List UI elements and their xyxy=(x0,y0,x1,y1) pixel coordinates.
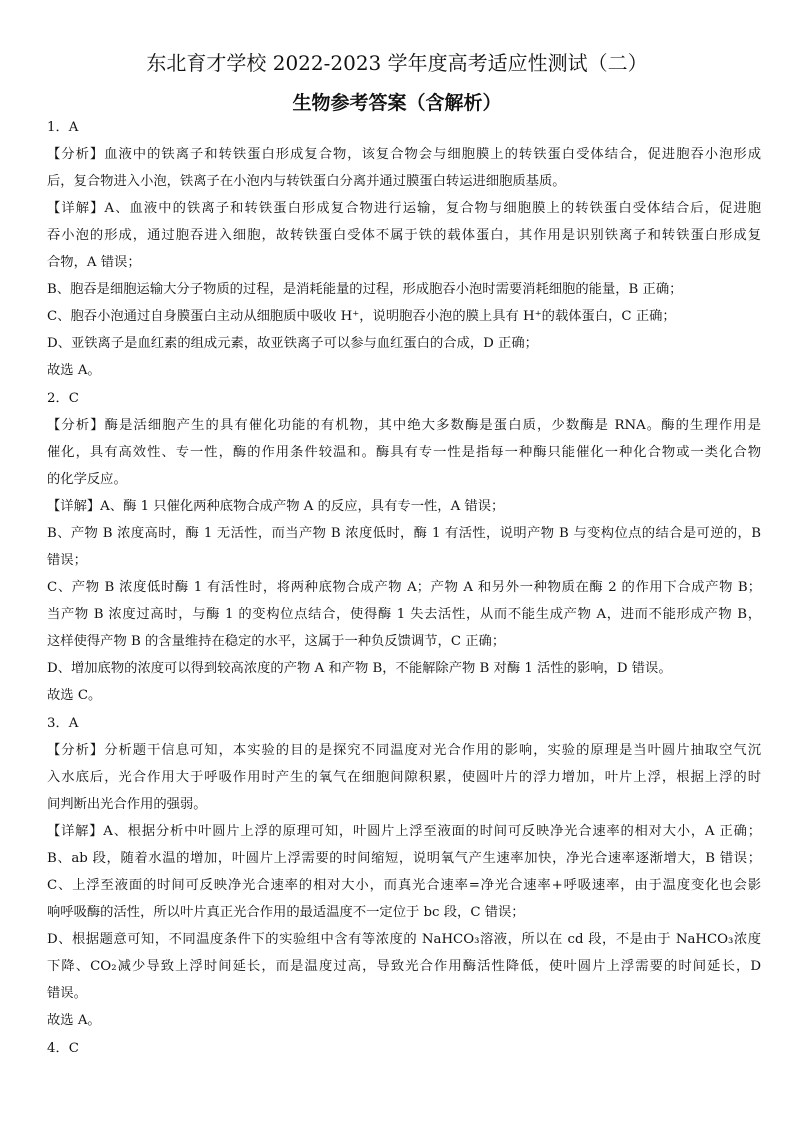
analysis-line: 催化，具有高效性、专一性，酶的作用条件较温和。酶具有专一性是指每一种酶只能催化一种化合物或一类化合物 xyxy=(47,445,761,460)
explanation-line: C、产物 B 浓度低时酶 1 有活性时，将两种底物合成产物 A；产物 A 和另外一种物质在酶 2 的作用下合成产物 B； xyxy=(47,580,761,595)
analysis-line: 间判断出光合作用的强弱。 xyxy=(47,797,207,812)
explanation-line: C、胞吞小泡通过自身膜蛋白主动从细胞质中吸收 H⁺，说明胞吞小泡的膜上具有 H⁺的载体蛋白，C 正确； xyxy=(47,309,676,324)
document-title: 东北育才学校 2022-2023 学年度高考适应性测试（二） xyxy=(146,51,648,75)
answer-choice: 故选 A。 xyxy=(47,363,101,378)
explanation-line: 错误； xyxy=(47,553,87,568)
document-subtitle: 生物参考答案（含解析） xyxy=(292,92,502,114)
explanation-line: 合物，A 错误； xyxy=(47,255,141,270)
explanation-line: B、ab 段，随着水温的增加，叶圆片上浮需要的时间缩短，说明氧气产生速率加快，净光合速率逐渐增大，B 错误； xyxy=(47,851,761,866)
analysis-line: 的化学反应。 xyxy=(47,472,127,487)
analysis-line: 入水底后，光合作用大于呼吸作用时产生的氧气在细胞间隙积累，使圆叶片的浮力增加，叶片上浮，根据上浮的时 xyxy=(47,770,761,785)
question-number: 1．A xyxy=(47,120,79,135)
explanation-line: D、根据题意可知，不同温度条件下的实验组中含有等浓度的 NaHCO₃溶液，所以在 cd 段，不是由于 NaHCO₃浓度 xyxy=(47,932,761,947)
explanation-line: 吞小泡的形成，通过胞吞进入细胞，故转铁蛋白受体不属于铁的载体蛋白，其作用是识别铁离子和转铁蛋白形成复 xyxy=(47,228,761,243)
explanation-line: 【详解】A、根据分析中叶圆片上浮的原理可知，叶圆片上浮至液面的时间可反映净光合速率的相对大小，A 正确； xyxy=(47,824,761,839)
explanation-line: B、产物 B 浓度高时，酶 1 无活性，而当产物 B 浓度低时，酶 1 有活性，说明产物 B 与变构位点的结合是可逆的，B xyxy=(47,526,761,541)
question-number: 3．A xyxy=(47,716,79,731)
analysis-line: 【分析】血液中的铁离子和转铁蛋白形成复合物，该复合物会与细胞膜上的转铁蛋白受体结合，促进胞吞小泡形成 xyxy=(47,147,761,162)
explanation-line: 当产物 B 浓度过高时，与酶 1 的变构位点结合，使得酶 1 失去活性，从而不能生成产物 A，进而不能形成产物 B， xyxy=(47,607,761,622)
explanation-line: B、胞吞是细胞运输大分子物质的过程，是消耗能量的过程，形成胞吞小泡时需要消耗细胞的能量，B 正确； xyxy=(47,282,683,297)
question-number: 2．C xyxy=(47,391,79,406)
analysis-line: 【分析】分析题干信息可知，本实验的目的是探究不同温度对光合作用的影响，实验的原理是当叶圆片抽取空气沉 xyxy=(47,743,761,758)
explanation-line: D、亚铁离子是血红素的组成元素，故亚铁离子可以参与血红蛋白的合成，D 正确； xyxy=(47,336,538,351)
question-number: 4．C xyxy=(47,1041,79,1056)
explanation-line: 这样使得产物 B 的含量维持在稳定的水平，这属于一种负反馈调节，C 正确； xyxy=(47,634,506,649)
explanation-line: 【详解】A、血液中的铁离子和转铁蛋白形成复合物进行运输，复合物与细胞膜上的转铁蛋白受体结合后，促进胞 xyxy=(47,201,761,216)
answer-choice: 故选 C。 xyxy=(47,688,102,703)
explanation-line: 错误。 xyxy=(47,986,87,1001)
answer-choice: 故选 A。 xyxy=(47,1013,101,1028)
analysis-line: 【分析】酶是活细胞产生的具有催化功能的有机物，其中绝大多数酶是蛋白质，少数酶是 RNA。酶的生理作用是 xyxy=(47,418,761,433)
explanation-line: C、上浮至液面的时间可反映净光合速率的相对大小，而真光合速率=净光合速率+呼吸速率，由于温度变化也会影 xyxy=(47,878,761,893)
explanation-line: 【详解】A、酶 1 只催化两种底物合成产物 A 的反应，具有专一性，A 错误； xyxy=(47,499,505,514)
analysis-line: 后，复合物进入小泡，铁离子在小泡内与转铁蛋白分离并通过膜蛋白转运进细胞质基质。 xyxy=(47,174,566,189)
explanation-line: D、增加底物的浓度可以得到较高浓度的产物 A 和产物 B，不能解除产物 B 对酶 1 活性的影响，D 错误。 xyxy=(47,661,672,676)
explanation-line: 响呼吸酶的活性，所以叶片真正光合作用的最适温度不一定位于 bc 段，C 错误； xyxy=(47,905,525,920)
explanation-line: 下降、CO₂减少导致上浮时间延长，而是温度过高，导致光合作用酶活性降低，使叶圆片上浮需要的时间延长，D xyxy=(47,959,761,974)
